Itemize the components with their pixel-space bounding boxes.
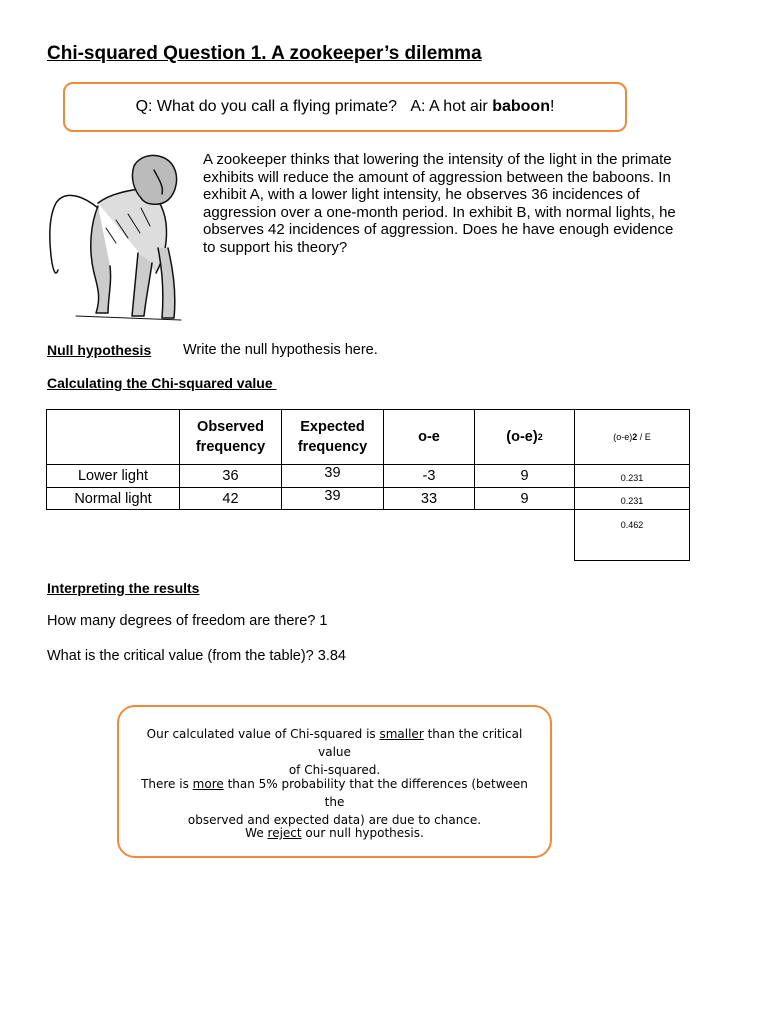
row-label-normal-light: Normal light — [74, 490, 152, 507]
conclusion-line-1: Our calculated value of Chi-squared is smaller than the critical value of Chi-squared. — [146, 727, 523, 777]
header-expected: Expected frequency — [297, 419, 368, 455]
intro-line: A zookeeper thinks that lowering the intensity of the light in the primate — [203, 151, 672, 168]
cell-observed: 36 — [222, 468, 239, 484]
cell-expected: 39 — [324, 465, 341, 481]
null-hypothesis-label: Null hypothesis — [47, 342, 152, 358]
row-label-lower-light: Lower light — [77, 468, 149, 484]
cell-observed: 42 — [222, 490, 239, 507]
page-title: Chi-squared Question 1. A zookeeper’s dilemma — [47, 43, 482, 64]
header-observed: Observed frequency — [195, 419, 266, 455]
degrees-of-freedom-question: How many degrees of freedom are there? 1 — [47, 613, 328, 629]
intro-line: exhibits will reduce the amount of aggression between the baboons. In — [203, 168, 671, 186]
critical-value-question: What is the critical value (from the table)? 3.84 — [47, 648, 346, 664]
conclusion-line-3: We reject our null hypothesis. — [245, 826, 424, 840]
joke-question: Q: What do you call a flying primate? — [135, 98, 398, 115]
cell-chi-contribution: 0.231 — [620, 473, 644, 483]
header-o-minus-e: o-e — [418, 429, 440, 445]
intro-line: aggression over a one-month period. In exhibit B, with normal lights, he — [203, 203, 676, 221]
intro-line: to support his theory? — [203, 238, 348, 256]
conclusion-line-2: There is more than 5% probability that the differences (between the observed and expected data) are due to chance. — [141, 777, 528, 827]
cell-chi-contribution: 0.231 — [620, 495, 644, 506]
header-chi-contribution: (o-e) 2 / E — [613, 432, 651, 442]
conclusion-box — [117, 705, 552, 858]
intro-line: exhibit A, with a lower light intensity, he observes 36 incidences of — [203, 186, 640, 204]
interpreting-label: Interpreting the results — [47, 580, 200, 596]
chi-squared-total: 0.462 — [620, 520, 644, 530]
joke-answer-suffix: ! — [549, 98, 555, 115]
cell-expected: 39 — [324, 487, 341, 504]
calc-section-label: Calculating the Chi-squared value — [47, 375, 277, 391]
cell-o-minus-e: -3 — [422, 468, 436, 484]
cell-o-minus-e-squared: 9 — [520, 490, 529, 507]
cell-o-minus-e-squared: 9 — [520, 468, 529, 484]
joke-answer-prefix: A: A hot air — [410, 98, 493, 115]
joke-answer-bold: baboon — [492, 98, 550, 115]
null-hypothesis-text: Write the null hypothesis here. — [183, 342, 378, 358]
intro-line: observes 42 incidences of aggression. Does he have enough evidence — [203, 221, 674, 239]
cell-o-minus-e: 33 — [420, 490, 438, 507]
header-o-minus-e-squared: (o-e) 2 — [506, 429, 543, 445]
